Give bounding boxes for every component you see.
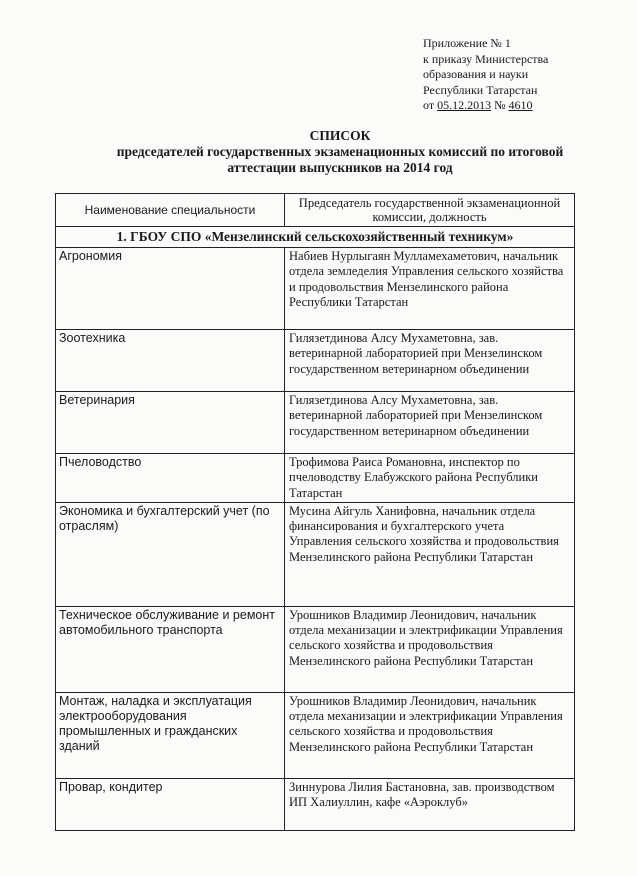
table-row	[56, 330, 575, 392]
title-line-2: аттестации выпускников на 2014 год	[227, 160, 453, 175]
appendix-line-1: Приложение № 1	[423, 36, 511, 50]
specialty-cell: Провар, кондитер	[56, 778, 285, 830]
specialty-cell: Техническое обслуживание и ремонт автомобильного транспорта	[56, 606, 285, 692]
table-row	[56, 606, 575, 692]
order-number: 4610	[508, 98, 533, 112]
order-number-sign: №	[491, 98, 509, 112]
appendix-line-2: к приказу Министерства	[423, 51, 549, 66]
appendix-line-4: Республики Татарстан	[423, 82, 538, 97]
appendix-order-prefix: от	[423, 98, 438, 112]
table-row	[56, 502, 575, 606]
title-line-1: председателей государственных экзаменационных комиссий по итоговой	[116, 144, 564, 159]
document-title	[90, 128, 590, 176]
organization-row	[56, 227, 575, 248]
specialty-cell: Экономика и бухгалтерский учет (по отраслям)	[56, 502, 285, 606]
chair-cell: Урошников Владимир Леонидович, начальник отдела механизации и электрификации Управления сельского хозяйства и продовольствия Мензелинского района Республики Татарстан	[285, 692, 575, 778]
table-row	[56, 454, 575, 503]
table-row	[56, 778, 575, 830]
appendix-order-line	[423, 98, 623, 114]
chairs-table	[55, 193, 575, 831]
title-heading: СПИСОК	[309, 128, 371, 143]
appendix-block	[423, 36, 623, 114]
table-header-row	[56, 194, 575, 227]
specialty-cell: Ветеринария	[56, 392, 285, 454]
order-date: 05.12.2013	[437, 98, 492, 112]
chair-cell: Мусина Айгуль Ханифовна, начальник отдела финансирования и бухгалтерского учета Управления сельского хозяйства и продовольствия Мензелинского района Республики Татарстан	[285, 502, 575, 606]
specialty-cell: Пчеловодство	[56, 454, 285, 503]
table-row	[56, 692, 575, 778]
organization-name: 1. ГБОУ СПО «Мензелинский сельскохозяйственный техникум»	[56, 227, 575, 248]
table-row	[56, 248, 575, 330]
appendix-line-3: образования и науки	[423, 67, 529, 81]
chair-cell: Урошников Владимир Леонидович, начальник отдела механизации и электрификации Управления сельского хозяйства и продовольствия Мензелинского района Республики Татарстан	[285, 606, 575, 692]
header-specialty: Наименование специальности	[56, 194, 285, 227]
chair-cell: Гилязетдинова Алсу Мухаметовна, зав. ветеринарной лабораторией при Мензелинском государственном ветеринарном объединении	[285, 392, 575, 454]
table-row	[56, 392, 575, 454]
specialty-cell: Агрономия	[56, 248, 285, 330]
specialty-cell: Монтаж, наладка и эксплуатация электрооборудования промышленных и гражданских зданий	[56, 692, 285, 778]
header-chair: Председатель государственной экзаменационной комиссии, должность	[285, 194, 575, 227]
chair-cell: Набиев Нурлыгаян Мулламехаметович, начальник отдела земледелия Управления сельского хозяйства и продовольствия Мензелинского района Республики Татарстан	[285, 248, 575, 330]
chair-cell: Зиннурова Лилия Бастановна, зав. производством ИП Халиуллин, кафе «Аэроклуб»	[285, 778, 575, 830]
chair-cell: Гилязетдинова Алсу Мухаметовна, зав. ветеринарной лабораторией при Мензелинском государственном ветеринарном объединении	[285, 330, 575, 392]
chair-cell: Трофимова Раиса Романовна, инспектор по пчеловодству Елабужского района Республики Татарстан	[285, 454, 575, 503]
specialty-cell: Зоотехника	[56, 330, 285, 392]
